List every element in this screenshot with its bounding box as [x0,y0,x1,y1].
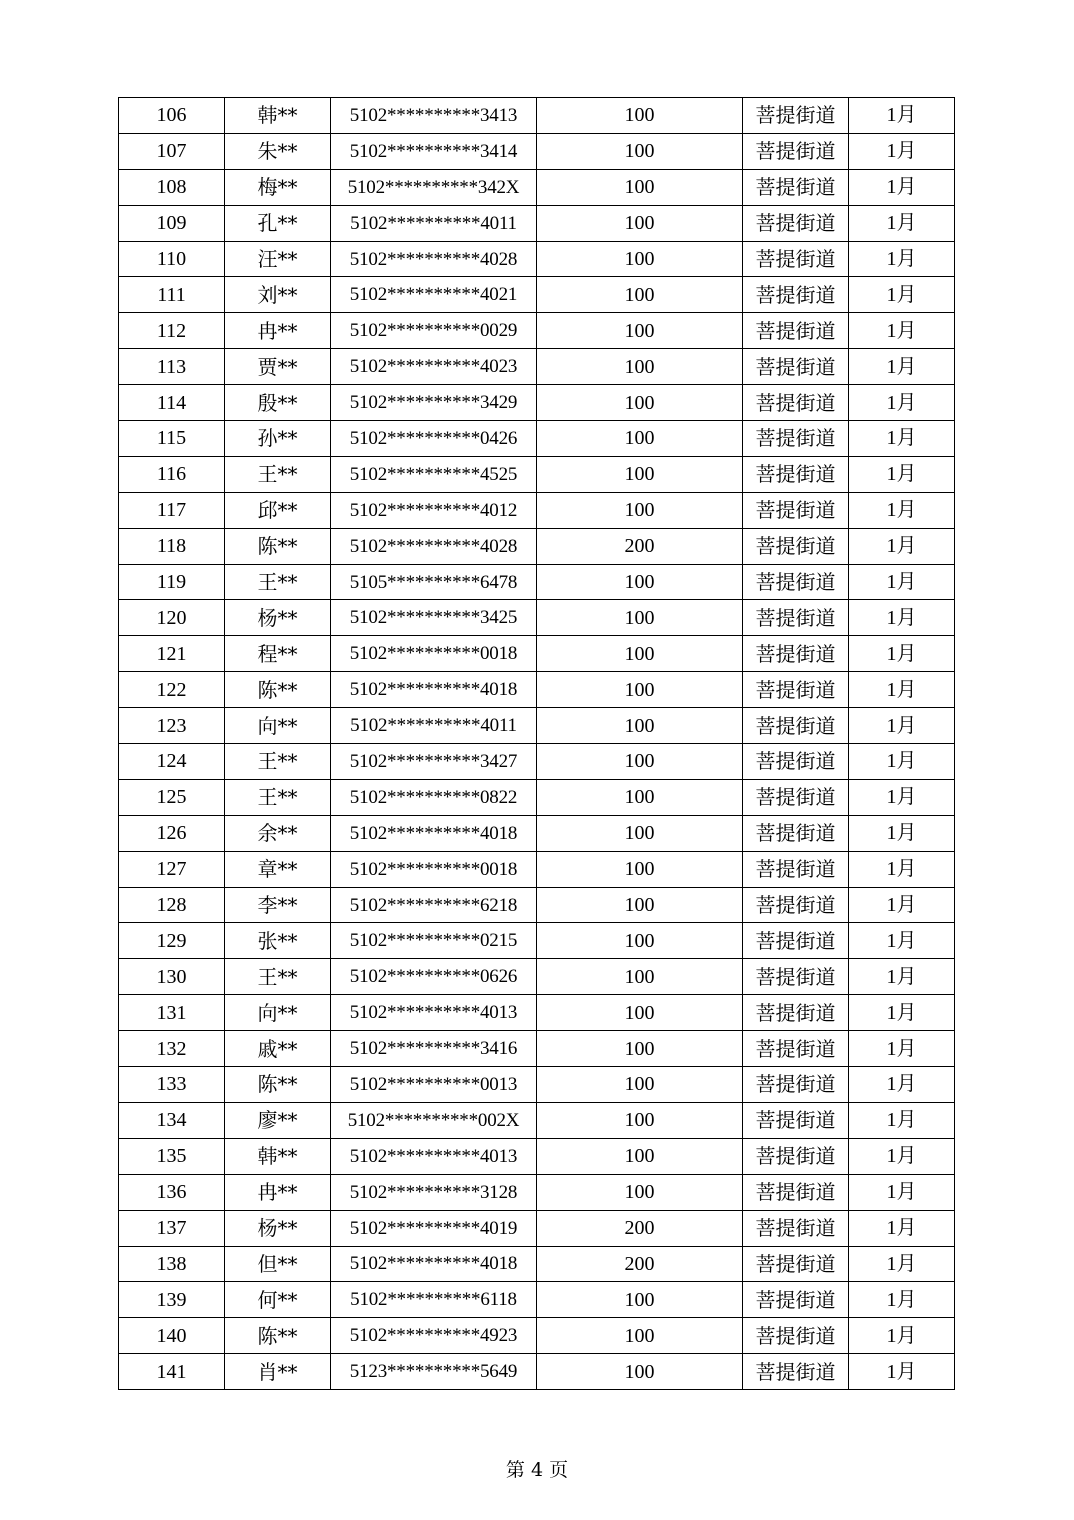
cell-amount: 100 [537,636,743,672]
table-row [119,1102,955,1138]
cell-serial-number: 115 [119,421,225,457]
cell-id-number: 5102**********0426 [331,421,537,457]
cell-id-number: 5102**********4013 [331,995,537,1031]
cell-name: 孔** [225,205,331,241]
cell-month: 1月 [849,205,955,241]
table-row [119,421,955,457]
cell-street: 菩提街道 [743,923,849,959]
cell-name: 廖** [225,1102,331,1138]
table-row [119,98,955,134]
table-row [119,1210,955,1246]
cell-street: 菩提街道 [743,708,849,744]
cell-street: 菩提街道 [743,492,849,528]
cell-street: 菩提街道 [743,564,849,600]
cell-street: 菩提街道 [743,815,849,851]
cell-serial-number: 114 [119,385,225,421]
cell-id-number: 5102**********4013 [331,1138,537,1174]
cell-month: 1月 [849,1174,955,1210]
cell-month: 1月 [849,456,955,492]
cell-month: 1月 [849,313,955,349]
cell-street: 菩提街道 [743,1138,849,1174]
cell-name: 杨** [225,600,331,636]
table-row [119,959,955,995]
cell-id-number: 5102**********0626 [331,959,537,995]
cell-street: 菩提街道 [743,636,849,672]
cell-amount: 100 [537,1067,743,1103]
cell-id-number: 5102**********0018 [331,636,537,672]
cell-amount: 100 [537,313,743,349]
cell-name: 韩** [225,98,331,134]
cell-name: 韩** [225,1138,331,1174]
table-row [119,779,955,815]
cell-amount: 100 [537,349,743,385]
cell-serial-number: 110 [119,241,225,277]
cell-id-number: 5102**********4021 [331,277,537,313]
cell-amount: 100 [537,421,743,457]
table-row [119,887,955,923]
cell-amount: 100 [537,492,743,528]
cell-month: 1月 [849,1246,955,1282]
cell-amount: 100 [537,887,743,923]
table-row [119,995,955,1031]
cell-month: 1月 [849,887,955,923]
table-row [119,385,955,421]
cell-serial-number: 117 [119,492,225,528]
cell-serial-number: 140 [119,1318,225,1354]
cell-name: 王** [225,959,331,995]
cell-name: 杨** [225,1210,331,1246]
cell-id-number: 5102**********4018 [331,815,537,851]
cell-amount: 100 [537,672,743,708]
cell-street: 菩提街道 [743,169,849,205]
cell-id-number: 5102**********4012 [331,492,537,528]
cell-amount: 100 [537,1282,743,1318]
cell-serial-number: 129 [119,923,225,959]
cell-id-number: 5102**********4923 [331,1318,537,1354]
cell-serial-number: 123 [119,708,225,744]
cell-id-number: 5102**********3425 [331,600,537,636]
cell-serial-number: 125 [119,779,225,815]
cell-name: 肖** [225,1354,331,1390]
cell-amount: 100 [537,1354,743,1390]
cell-id-number: 5102**********0018 [331,851,537,887]
table-row [119,923,955,959]
cell-name: 朱** [225,133,331,169]
table-row [119,1067,955,1103]
cell-month: 1月 [849,1102,955,1138]
cell-month: 1月 [849,779,955,815]
cell-serial-number: 116 [119,456,225,492]
table-row [119,133,955,169]
cell-month: 1月 [849,636,955,672]
cell-serial-number: 126 [119,815,225,851]
cell-serial-number: 141 [119,1354,225,1390]
table-row [119,1282,955,1318]
cell-id-number: 5102**********002X [331,1102,537,1138]
cell-amount: 100 [537,1138,743,1174]
cell-month: 1月 [849,1318,955,1354]
cell-street: 菩提街道 [743,672,849,708]
table-row [119,1354,955,1390]
cell-month: 1月 [849,1031,955,1067]
cell-month: 1月 [849,169,955,205]
cell-id-number: 5102**********4018 [331,1246,537,1282]
cell-id-number: 5102**********6118 [331,1282,537,1318]
cell-name: 张** [225,923,331,959]
cell-street: 菩提街道 [743,241,849,277]
cell-street: 菩提街道 [743,133,849,169]
cell-serial-number: 137 [119,1210,225,1246]
cell-month: 1月 [849,133,955,169]
cell-name: 孙** [225,421,331,457]
cell-id-number: 5102**********4028 [331,528,537,564]
cell-amount: 100 [537,815,743,851]
cell-id-number: 5102**********0822 [331,779,537,815]
cell-serial-number: 113 [119,349,225,385]
cell-name: 程** [225,636,331,672]
cell-month: 1月 [849,421,955,457]
cell-serial-number: 120 [119,600,225,636]
cell-serial-number: 131 [119,995,225,1031]
cell-amount: 100 [537,1174,743,1210]
cell-street: 菩提街道 [743,1246,849,1282]
cell-street: 菩提街道 [743,349,849,385]
cell-id-number: 5105**********6478 [331,564,537,600]
cell-street: 菩提街道 [743,1102,849,1138]
cell-amount: 100 [537,205,743,241]
cell-id-number: 5102**********4018 [331,672,537,708]
cell-name: 汪** [225,241,331,277]
cell-month: 1月 [849,385,955,421]
cell-name: 陈** [225,1318,331,1354]
cell-name: 戚** [225,1031,331,1067]
cell-amount: 100 [537,385,743,421]
cell-id-number: 5102**********4019 [331,1210,537,1246]
cell-street: 菩提街道 [743,421,849,457]
cell-street: 菩提街道 [743,528,849,564]
cell-amount: 100 [537,98,743,134]
cell-name: 余** [225,815,331,851]
cell-amount: 100 [537,779,743,815]
table-row [119,1138,955,1174]
cell-amount: 100 [537,1031,743,1067]
cell-name: 陈** [225,672,331,708]
cell-month: 1月 [849,564,955,600]
cell-id-number: 5102**********4525 [331,456,537,492]
records-table [118,97,955,1390]
cell-serial-number: 122 [119,672,225,708]
cell-serial-number: 109 [119,205,225,241]
cell-street: 菩提街道 [743,887,849,923]
cell-amount: 100 [537,133,743,169]
cell-month: 1月 [849,708,955,744]
cell-serial-number: 138 [119,1246,225,1282]
cell-amount: 100 [537,851,743,887]
cell-id-number: 5102**********342X [331,169,537,205]
table-row [119,277,955,313]
cell-street: 菩提街道 [743,1174,849,1210]
cell-name: 李** [225,887,331,923]
cell-street: 菩提街道 [743,1354,849,1390]
cell-month: 1月 [849,528,955,564]
cell-serial-number: 135 [119,1138,225,1174]
cell-month: 1月 [849,851,955,887]
cell-street: 菩提街道 [743,1031,849,1067]
cell-month: 1月 [849,349,955,385]
cell-id-number: 5102**********0215 [331,923,537,959]
table-row [119,169,955,205]
cell-street: 菩提街道 [743,600,849,636]
table-row [119,815,955,851]
cell-month: 1月 [849,241,955,277]
cell-name: 殷** [225,385,331,421]
cell-street: 菩提街道 [743,959,849,995]
table-row [119,744,955,780]
table-row [119,456,955,492]
cell-amount: 100 [537,708,743,744]
cell-month: 1月 [849,1138,955,1174]
cell-amount: 100 [537,923,743,959]
cell-id-number: 5102**********4023 [331,349,537,385]
cell-street: 菩提街道 [743,995,849,1031]
cell-amount: 100 [537,600,743,636]
cell-serial-number: 112 [119,313,225,349]
table-row [119,636,955,672]
cell-month: 1月 [849,959,955,995]
cell-id-number: 5102**********4011 [331,708,537,744]
cell-id-number: 5102**********3413 [331,98,537,134]
cell-id-number: 5102**********6218 [331,887,537,923]
table-row [119,851,955,887]
records-table-body [119,98,955,1390]
table-row [119,600,955,636]
cell-serial-number: 133 [119,1067,225,1103]
cell-serial-number: 136 [119,1174,225,1210]
cell-serial-number: 118 [119,528,225,564]
cell-name: 刘** [225,277,331,313]
cell-name: 但** [225,1246,331,1282]
cell-amount: 200 [537,528,743,564]
cell-street: 菩提街道 [743,456,849,492]
cell-amount: 100 [537,1102,743,1138]
cell-amount: 100 [537,456,743,492]
cell-name: 王** [225,456,331,492]
cell-serial-number: 108 [119,169,225,205]
cell-name: 王** [225,779,331,815]
cell-name: 王** [225,564,331,600]
cell-street: 菩提街道 [743,779,849,815]
cell-id-number: 5102**********3414 [331,133,537,169]
cell-name: 梅** [225,169,331,205]
cell-name: 冉** [225,1174,331,1210]
cell-month: 1月 [849,1282,955,1318]
cell-serial-number: 106 [119,98,225,134]
cell-street: 菩提街道 [743,205,849,241]
cell-name: 王** [225,744,331,780]
table-row [119,349,955,385]
table-row [119,313,955,349]
cell-serial-number: 124 [119,744,225,780]
cell-name: 冉** [225,313,331,349]
cell-street: 菩提街道 [743,1067,849,1103]
cell-name: 邱** [225,492,331,528]
cell-name: 陈** [225,1067,331,1103]
cell-id-number: 5123**********5649 [331,1354,537,1390]
cell-amount: 100 [537,277,743,313]
cell-id-number: 5102**********3429 [331,385,537,421]
cell-serial-number: 128 [119,887,225,923]
cell-amount: 200 [537,1210,743,1246]
cell-amount: 100 [537,564,743,600]
cell-amount: 100 [537,169,743,205]
cell-amount: 100 [537,959,743,995]
cell-month: 1月 [849,744,955,780]
cell-serial-number: 119 [119,564,225,600]
cell-id-number: 5102**********3128 [331,1174,537,1210]
cell-id-number: 5102**********3416 [331,1031,537,1067]
cell-name: 向** [225,995,331,1031]
cell-month: 1月 [849,995,955,1031]
cell-street: 菩提街道 [743,385,849,421]
cell-month: 1月 [849,815,955,851]
cell-street: 菩提街道 [743,277,849,313]
cell-name: 贾** [225,349,331,385]
cell-street: 菩提街道 [743,98,849,134]
cell-serial-number: 111 [119,277,225,313]
cell-month: 1月 [849,672,955,708]
page-number: 第 4 页 [505,1459,569,1481]
cell-amount: 100 [537,995,743,1031]
cell-month: 1月 [849,492,955,528]
cell-serial-number: 132 [119,1031,225,1067]
cell-amount: 100 [537,1318,743,1354]
cell-month: 1月 [849,277,955,313]
cell-id-number: 5102**********3427 [331,744,537,780]
cell-month: 1月 [849,600,955,636]
cell-street: 菩提街道 [743,313,849,349]
cell-month: 1月 [849,1210,955,1246]
cell-month: 1月 [849,923,955,959]
cell-street: 菩提街道 [743,1210,849,1246]
table-row [119,1318,955,1354]
table-row [119,492,955,528]
table-row [119,1031,955,1067]
table-row [119,564,955,600]
cell-id-number: 5102**********0029 [331,313,537,349]
cell-name: 章** [225,851,331,887]
cell-street: 菩提街道 [743,744,849,780]
table-row [119,241,955,277]
table-row [119,1174,955,1210]
cell-month: 1月 [849,98,955,134]
cell-street: 菩提街道 [743,851,849,887]
table-row [119,1246,955,1282]
cell-amount: 100 [537,744,743,780]
cell-id-number: 5102**********4011 [331,205,537,241]
cell-serial-number: 134 [119,1102,225,1138]
cell-street: 菩提街道 [743,1282,849,1318]
table-row [119,708,955,744]
cell-serial-number: 107 [119,133,225,169]
cell-serial-number: 127 [119,851,225,887]
table-row [119,672,955,708]
table-row [119,528,955,564]
cell-serial-number: 121 [119,636,225,672]
cell-amount: 200 [537,1246,743,1282]
cell-id-number: 5102**********0013 [331,1067,537,1103]
cell-street: 菩提街道 [743,1318,849,1354]
cell-month: 1月 [849,1067,955,1103]
cell-serial-number: 130 [119,959,225,995]
cell-serial-number: 139 [119,1282,225,1318]
cell-name: 陈** [225,528,331,564]
cell-id-number: 5102**********4028 [331,241,537,277]
cell-name: 何** [225,1282,331,1318]
table-row [119,205,955,241]
cell-amount: 100 [537,241,743,277]
cell-month: 1月 [849,1354,955,1390]
cell-name: 向** [225,708,331,744]
